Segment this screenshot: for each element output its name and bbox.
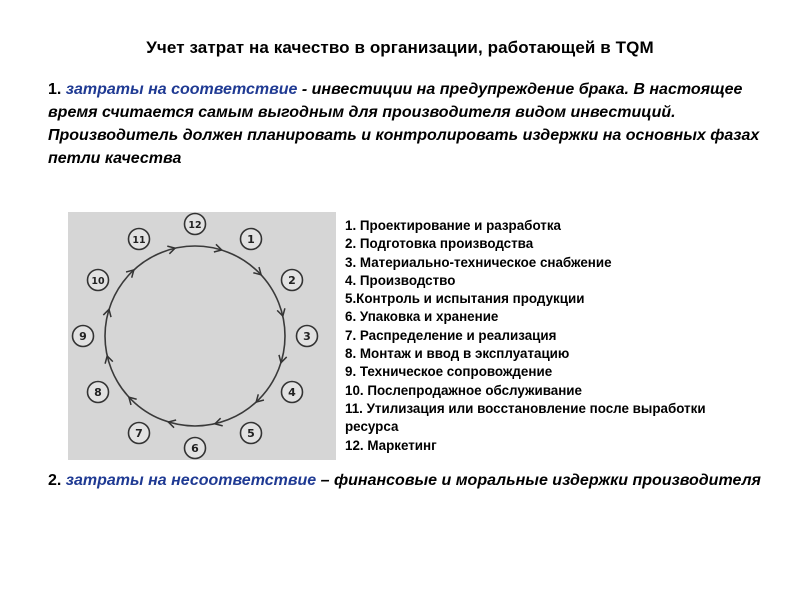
loop-stage-3 (297, 326, 318, 347)
loop-stage-label: 9 (79, 330, 87, 343)
section-2-paragraph (48, 469, 768, 492)
loop-stage-2 (281, 270, 302, 291)
page-title: Учет затрат на качество в организации, работающей в TQM (146, 38, 654, 57)
phase-list (345, 217, 765, 455)
phase-item: 11. Утилизация или восстановление после выработки ресурса (345, 400, 706, 435)
phase-item: 3. Материально-техническое снабжение (345, 254, 612, 270)
section-2-number: 2. (48, 472, 62, 489)
loop-stage-1 (241, 229, 262, 250)
loop-stage-7 (129, 422, 150, 443)
quality-loop-diagram (68, 212, 336, 460)
loop-stage-label: 8 (94, 386, 102, 399)
phase-item: 8. Монтаж и ввод в эксплуатацию (345, 346, 570, 362)
phase-item: 10. Послепродажное обслуживание (345, 382, 582, 398)
section-2-dash: – (320, 472, 330, 489)
loop-stage-label: 6 (191, 442, 199, 455)
loop-stage-label: 12 (188, 220, 202, 231)
loop-stage-12 (185, 214, 206, 235)
section-1-paragraph (48, 78, 768, 170)
loop-stage-11 (129, 229, 150, 250)
loop-stage-10 (88, 270, 109, 291)
phase-item: 1. Проектирование и разработка (345, 218, 562, 233)
loop-stage-label: 2 (288, 274, 296, 287)
section-1-dash: - (301, 81, 308, 98)
loop-stage-label: 1 (247, 233, 255, 247)
loop-stage-6 (185, 438, 206, 459)
section-1-text: инвестиции на предупреждение брака. В настоящее время считается самым выгодным для производителя видом инвестиций. Производитель должен планировать и контролировать издержки на основных фазах петли качества (48, 81, 760, 167)
loop-stage-label: 7 (135, 426, 143, 440)
phase-item: 5.Контроль и испытания продукции (345, 291, 585, 307)
loop-stage-label: 10 (91, 276, 105, 287)
phase-item: 9. Техническое сопровождение (345, 364, 553, 380)
loop-stage-4 (281, 382, 302, 403)
quality-loop-svg (68, 212, 336, 460)
loop-stage-label: 4 (288, 386, 296, 399)
phase-item: 2. Подготовка производства (345, 236, 534, 252)
section-2-text: финансовые и моральные издержки производителя (333, 472, 761, 489)
phase-item: 7. Распределение и реализация (345, 327, 557, 343)
quality-loop-circle (105, 246, 285, 426)
loop-stage-5 (241, 422, 262, 443)
loop-stage-8 (88, 382, 109, 403)
section-1-number: 1. (48, 81, 62, 98)
section-2-term: затраты на несоответствие (65, 472, 317, 489)
phase-item: 4. Производство (345, 272, 456, 288)
loop-stage-label: 5 (247, 426, 255, 440)
phase-item: 12. Маркетинг (345, 437, 437, 453)
section-1-term: затраты на соответствие (65, 81, 298, 98)
loop-stage-9 (73, 326, 94, 347)
phase-item: 6. Упаковка и хранение (345, 309, 499, 325)
loop-stage-label: 3 (303, 330, 311, 343)
loop-stage-label: 11 (132, 235, 146, 247)
